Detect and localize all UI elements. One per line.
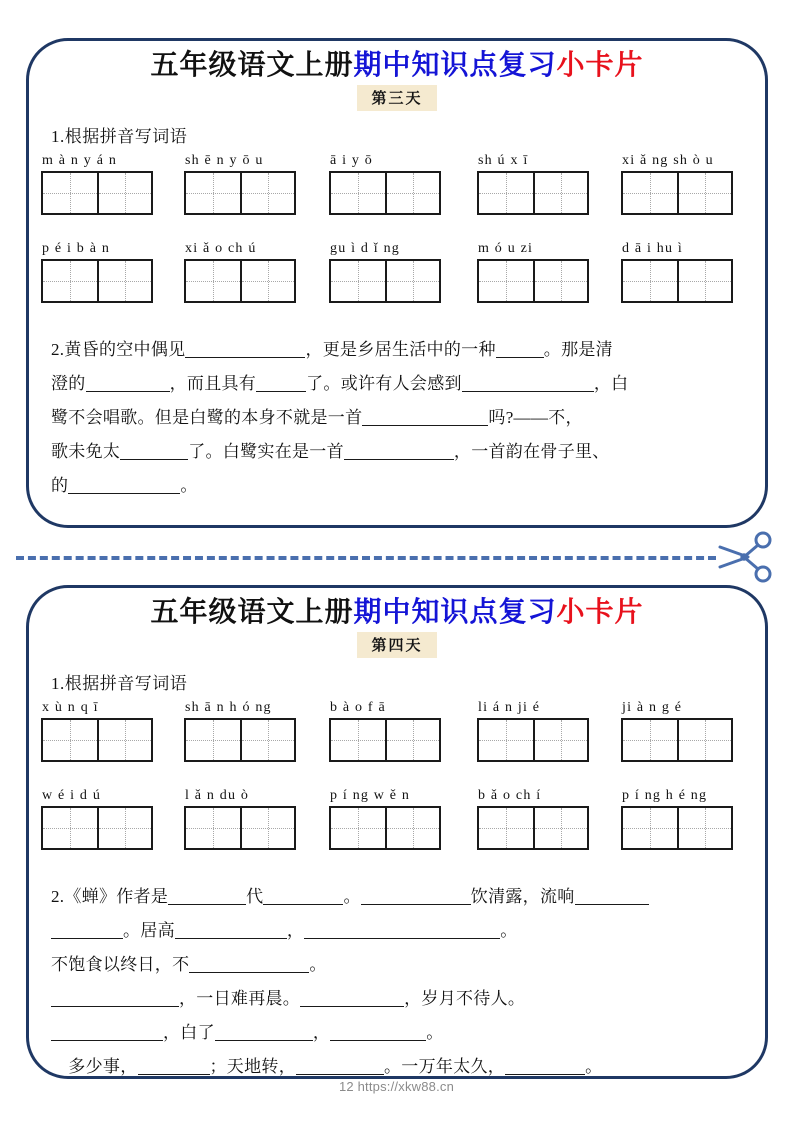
word-block <box>184 239 296 303</box>
knowledge-card-day3 <box>26 38 768 528</box>
answer-blank[interactable] <box>120 442 188 460</box>
tianzige-cell[interactable] <box>385 808 439 848</box>
tianzige-grid[interactable] <box>477 259 589 303</box>
watermark-text: 12 https://xkw88.cn <box>338 1079 455 1094</box>
tianzige-cell[interactable] <box>240 720 294 760</box>
text-run: ，一首韵在骨子里、 <box>453 442 610 462</box>
text-line <box>51 401 743 435</box>
word-block <box>41 151 153 215</box>
text-run: ，岁月不待人。 <box>404 989 526 1009</box>
tianzige-grid[interactable] <box>329 806 441 850</box>
text-run: 。 <box>309 955 327 975</box>
text-run: ，而且具有 <box>169 374 257 394</box>
tianzige-cell[interactable] <box>479 173 533 213</box>
text-run: 2.《蝉》作者是 <box>51 887 169 907</box>
answer-blank[interactable] <box>51 1023 163 1041</box>
answer-blank[interactable] <box>138 1057 210 1075</box>
pinyin-label: xi ǎ o ch ú <box>185 241 257 257</box>
card-title-part-blue: 期中知识点复习 <box>353 597 557 628</box>
text-run: ， <box>286 921 305 941</box>
answer-blank[interactable] <box>575 887 649 905</box>
tianzige-cell[interactable] <box>533 720 587 760</box>
pinyin-grid-row-2 <box>29 786 765 874</box>
text-line <box>51 880 743 914</box>
tianzige-cell[interactable] <box>533 173 587 213</box>
pinyin-grid-row-1 <box>29 151 765 239</box>
word-block <box>41 698 153 762</box>
text-run: ，白了 <box>163 1023 215 1043</box>
text-line <box>51 469 743 503</box>
tianzige-cell[interactable] <box>43 808 97 848</box>
card-title-part-red: 小卡片 <box>556 597 644 628</box>
answer-blank[interactable] <box>256 374 306 392</box>
pinyin-label: p í ng w ě n <box>330 788 411 804</box>
tianzige-cell[interactable] <box>385 261 439 301</box>
pinyin-label: sh ā n h ó ng <box>185 700 272 716</box>
word-block <box>184 698 296 762</box>
tianzige-cell[interactable] <box>331 720 385 760</box>
tianzige-grid[interactable] <box>477 806 589 850</box>
text-run: 吗?——不， <box>488 408 583 428</box>
text-line <box>51 914 743 948</box>
pinyin-label: p é i b à n <box>42 241 111 257</box>
answer-blank[interactable] <box>505 1057 585 1075</box>
word-block <box>621 698 733 762</box>
pinyin-grid-row-2 <box>29 239 765 327</box>
pinyin-label: xi ǎ ng sh ò u <box>622 153 714 169</box>
text-run: 多少事， <box>51 1057 138 1077</box>
pinyin-label: p í ng h é ng <box>622 788 708 804</box>
text-run: 。居高 <box>123 921 175 941</box>
card-title <box>29 50 765 82</box>
tianzige-cell[interactable] <box>479 720 533 760</box>
day-label: 第四天 <box>357 632 436 658</box>
text-run: ， <box>312 1023 331 1043</box>
answer-blank[interactable] <box>361 887 471 905</box>
pinyin-label: w é i d ú <box>42 788 102 804</box>
pinyin-label: b à o f ā <box>330 700 386 716</box>
tianzige-cell[interactable] <box>240 808 294 848</box>
answer-blank[interactable] <box>215 1023 313 1041</box>
text-run: 了。或许有人会感到 <box>306 374 462 394</box>
tianzige-cell[interactable] <box>533 808 587 848</box>
question-2-body <box>51 880 743 1084</box>
tianzige-grid[interactable] <box>477 171 589 215</box>
tianzige-cell[interactable] <box>479 808 533 848</box>
pinyin-label: gu ì d ǐ ng <box>330 241 400 257</box>
tianzige-cell[interactable] <box>677 173 731 213</box>
answer-blank[interactable] <box>330 1023 426 1041</box>
text-line <box>51 1016 743 1050</box>
tianzige-grid[interactable] <box>621 806 733 850</box>
tianzige-cell[interactable] <box>385 173 439 213</box>
knowledge-card-day4 <box>26 585 768 1079</box>
text-run: 2.黄昏的空中偶见 <box>51 340 186 360</box>
tianzige-grid[interactable] <box>184 171 296 215</box>
tianzige-grid[interactable] <box>621 171 733 215</box>
tianzige-cell[interactable] <box>97 261 151 301</box>
answer-blank[interactable] <box>362 408 488 426</box>
word-block <box>621 786 733 850</box>
text-run: 歌未免太 <box>51 442 121 462</box>
text-line <box>51 948 743 982</box>
tianzige-cell[interactable] <box>677 720 731 760</box>
answer-blank[interactable] <box>263 887 343 905</box>
answer-blank[interactable] <box>68 476 180 494</box>
text-line <box>51 435 743 469</box>
question-1-heading: 1.根据拼音写词语 <box>51 674 188 694</box>
word-block <box>41 786 153 850</box>
text-line <box>51 367 743 401</box>
text-run: ，一日难再晨。 <box>179 989 301 1009</box>
text-run: ，白 <box>593 374 629 394</box>
tianzige-grid[interactable] <box>184 259 296 303</box>
text-line <box>51 982 743 1016</box>
word-block <box>621 239 733 303</box>
tianzige-cell[interactable] <box>186 720 240 760</box>
tianzige-grid[interactable] <box>329 259 441 303</box>
tianzige-cell[interactable] <box>479 261 533 301</box>
pinyin-label: sh ú x ī <box>478 153 529 169</box>
tianzige-grid[interactable] <box>41 171 153 215</box>
text-run: 。 <box>426 1023 444 1043</box>
text-run: 。 <box>343 887 361 907</box>
word-block <box>184 151 296 215</box>
text-run: 鹭不会唱歌。但是白鹭的本身不就是一首 <box>51 408 363 428</box>
tianzige-cell[interactable] <box>331 261 385 301</box>
answer-blank[interactable] <box>168 887 246 905</box>
tianzige-cell[interactable] <box>623 720 677 760</box>
card-title <box>29 597 765 629</box>
word-block <box>621 151 733 215</box>
pinyin-label: ā i y ō <box>330 153 374 169</box>
tianzige-cell[interactable] <box>677 808 731 848</box>
text-line <box>51 333 743 367</box>
tianzige-cell[interactable] <box>240 261 294 301</box>
word-block <box>329 786 441 850</box>
tianzige-cell[interactable] <box>97 720 151 760</box>
answer-blank[interactable] <box>185 340 305 358</box>
tianzige-cell[interactable] <box>43 173 97 213</box>
text-run: 。 <box>180 476 198 496</box>
tianzige-grid[interactable] <box>184 806 296 850</box>
pinyin-label: m ó u zi <box>478 241 534 257</box>
tianzige-cell[interactable] <box>97 808 151 848</box>
pinyin-label: li á n ji é <box>478 700 541 716</box>
text-run: 代 <box>246 887 264 907</box>
tianzige-grid[interactable] <box>621 259 733 303</box>
answer-blank[interactable] <box>86 374 170 392</box>
tianzige-cell[interactable] <box>43 720 97 760</box>
answer-blank[interactable] <box>304 921 500 939</box>
text-run: 的 <box>51 476 69 496</box>
text-run: 。一万年太久， <box>384 1057 506 1077</box>
pinyin-label: m à n y á n <box>42 153 118 169</box>
text-run: 了。白鹭实在是一首 <box>188 442 344 462</box>
question-1-heading: 1.根据拼音写词语 <box>51 127 188 147</box>
answer-blank[interactable] <box>175 921 287 939</box>
day-label-wrap <box>29 632 765 658</box>
text-run: 澄的 <box>51 374 86 394</box>
card-title-part-blue: 期中知识点复习 <box>353 50 557 81</box>
answer-blank[interactable] <box>296 1057 384 1075</box>
tianzige-grid[interactable] <box>41 806 153 850</box>
tianzige-grid[interactable] <box>621 718 733 762</box>
pinyin-label: l ǎ n du ò <box>185 788 250 804</box>
text-run: 。 <box>585 1057 603 1077</box>
answer-blank[interactable] <box>462 374 594 392</box>
text-run: ；天地转， <box>209 1057 296 1077</box>
word-block <box>477 698 589 762</box>
dashed-cut-line <box>16 556 716 560</box>
tianzige-cell[interactable] <box>331 173 385 213</box>
answer-blank[interactable] <box>496 340 544 358</box>
tianzige-cell[interactable] <box>97 173 151 213</box>
day-label-wrap <box>29 85 765 111</box>
pinyin-label: sh ē n y ō u <box>185 153 264 169</box>
tianzige-cell[interactable] <box>186 173 240 213</box>
word-block <box>41 239 153 303</box>
text-run: 不饱食以终日，不 <box>51 955 190 975</box>
tianzige-grid[interactable] <box>41 718 153 762</box>
text-run: 。那是清 <box>543 340 613 360</box>
tianzige-cell[interactable] <box>623 173 677 213</box>
tianzige-grid[interactable] <box>184 718 296 762</box>
scissors-icon <box>714 528 776 586</box>
word-block <box>477 239 589 303</box>
answer-blank[interactable] <box>51 921 123 939</box>
tianzige-cell[interactable] <box>331 808 385 848</box>
pinyin-label: ji à n g é <box>622 700 683 716</box>
card-title-part-black: 五年级语文上册 <box>150 50 354 81</box>
tianzige-cell[interactable] <box>186 261 240 301</box>
text-run: ，更是乡居生活中的一种 <box>305 340 496 360</box>
tianzige-grid[interactable] <box>41 259 153 303</box>
question-2-body <box>51 333 743 503</box>
word-block <box>477 151 589 215</box>
word-block <box>329 151 441 215</box>
tianzige-cell[interactable] <box>623 261 677 301</box>
text-run: 饮清露，流响 <box>470 887 575 907</box>
answer-blank[interactable] <box>300 989 404 1007</box>
tianzige-grid[interactable] <box>329 171 441 215</box>
pinyin-label: b ǎ o ch í <box>478 788 542 804</box>
word-block <box>329 698 441 762</box>
word-block <box>477 786 589 850</box>
tianzige-grid[interactable] <box>329 718 441 762</box>
answer-blank[interactable] <box>344 442 454 460</box>
card-title-part-red: 小卡片 <box>556 50 644 81</box>
answer-blank[interactable] <box>51 989 179 1007</box>
tianzige-cell[interactable] <box>677 261 731 301</box>
pinyin-label: d ā i hu ì <box>622 241 683 257</box>
pinyin-grid-row-1 <box>29 698 765 786</box>
text-run: 。 <box>500 921 518 941</box>
tianzige-grid[interactable] <box>477 718 589 762</box>
tianzige-cell[interactable] <box>385 720 439 760</box>
answer-blank[interactable] <box>189 955 309 973</box>
day-label: 第三天 <box>357 85 436 111</box>
word-block <box>184 786 296 850</box>
tianzige-cell[interactable] <box>240 173 294 213</box>
tianzige-cell[interactable] <box>43 261 97 301</box>
tianzige-cell[interactable] <box>533 261 587 301</box>
tianzige-cell[interactable] <box>186 808 240 848</box>
word-block <box>329 239 441 303</box>
card-title-part-black: 五年级语文上册 <box>150 597 354 628</box>
pinyin-label: x ù n q ī <box>42 700 99 716</box>
tianzige-cell[interactable] <box>623 808 677 848</box>
